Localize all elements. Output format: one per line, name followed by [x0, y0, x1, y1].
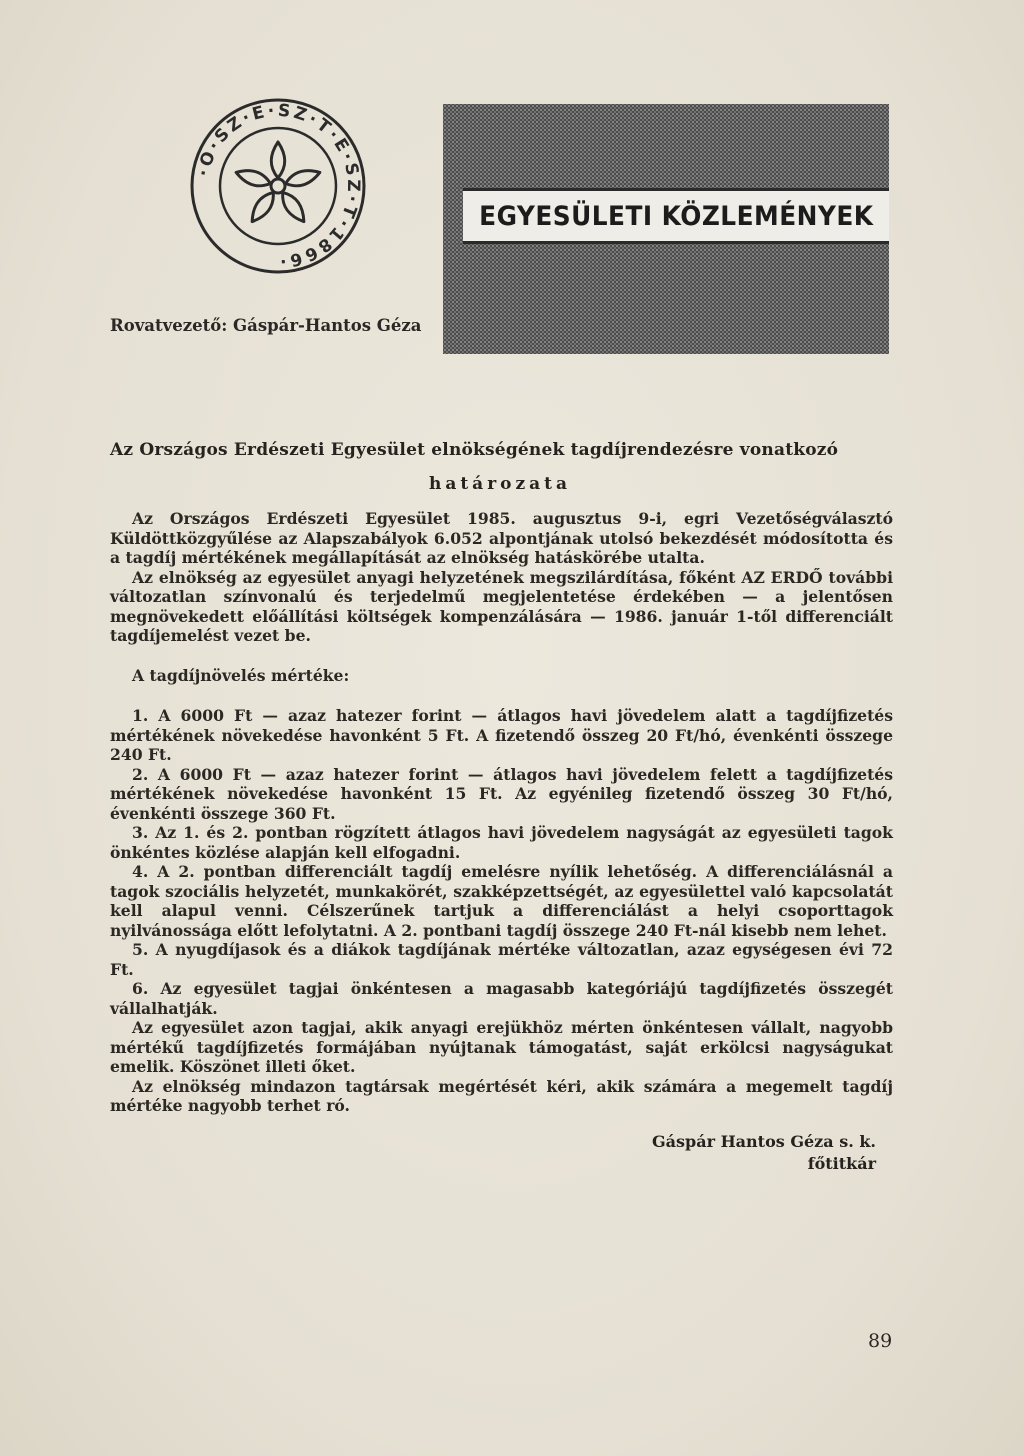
list-item: 4. A 2. pontban differenciált tagdíj emelésre nyílik lehetőség. A differenciálásnál a tagok szociális helyzetét, munkakörét, szakképzettségét, az egyesülettel való kapcsolatát kell alapul venni. Célszerűnek tartjuk a differenciálást a helyi csoporttagok nyilvánossága előtt lefolytatni. A 2. pontbani tagdíj összege 240 Ft-nál kisebb nem lehet. — [110, 862, 893, 940]
paragraph: Az Országos Erdészeti Egyesület 1985. augusztus 9-i, egri Vezetőségválasztó Küldöttközgyűlése az Alapszabályok 6.052 alpontjának utolsó bekezdését módosította és a tagdíj mértékének megállapítását az elnökség hatáskörébe utalta. — [110, 509, 893, 567]
list-item: 6. Az egyesület tagjai önkéntesen a magasabb kategóriájú tagdíjfizetés összegét vállalhatják. — [110, 979, 893, 1018]
list-item: 5. A nyugdíjasok és a diákok tagdíjának mértéke változatlan, azaz egységesen évi 72 Ft. — [110, 940, 893, 979]
list-item: 3. Az 1. és 2. pontban rögzített átlagos havi jövedelem nagyságát az egyesületi tagok önkéntes közlése alapján kell elfogadni. — [110, 823, 893, 862]
column-editor: Rovatvezető: Gáspár-Hantos Géza — [110, 316, 422, 335]
signature-block — [652, 1131, 876, 1175]
list-label: A tagdíjnövelés mértéke: — [132, 665, 350, 685]
section-banner-label-box — [463, 188, 889, 244]
article-title: Az Országos Erdészeti Egyesület elnökségének tagdíjrendezésre vonatkozó — [110, 440, 839, 460]
article-subtitle: határozata — [428, 474, 572, 494]
signature-title: főtitkár — [807, 1154, 876, 1173]
closing-paragraph: Az elnökség mindazon tagtársak megértését kéri, akik számára a megemelt tagdíj mértéke nagyobb terhet ró. — [110, 1076, 893, 1115]
signature-name: Gáspár Hantos Géza s. k. — [651, 1132, 876, 1151]
closing-paragraph: Az egyesület azon tagjai, akik anyagi erejükhöz mérten önkéntesen vállalt, nagyobb mértékű tagdíjfizetés formájában nyújtanak támogatást, saját erkölcsi nagyságukat emelik. Köszönet illeti őket. — [110, 1018, 893, 1076]
association-seal-logo — [186, 94, 370, 274]
list-item: 2. A 6000 Ft — azaz hatezer forint — átlagos havi jövedelem felett a tagdíjfizetés mértékének növekedése havonként 15 Ft. Az egyénileg fizetendő összeg 30 Ft/hó, évenkénti összege 360 Ft. — [110, 764, 893, 823]
svg-text:·O·SZ·E·SZ·T·E·SZ·T·1866·: ·O·SZ·E·SZ·T·E·SZ·T·1866· — [193, 100, 364, 272]
paragraph: Az elnökség az egyesület anyagi helyzetének megszilárdítása, főként AZ ERDŐ további változatlan színvonalú és terjedelmű megjelentetése érdekében — a jelentősen megnövekedett előállítási költségek kompenzálására — 1986. január 1-től differenciált tagdíjemelést vezet be. — [110, 567, 893, 645]
list-item: 1. A 6000 Ft — azaz hatezer forint — átlagos havi jövedelem alatt a tagdíjfizetés mértékének növekedése havonként 5 Ft. A fizetendő összeg 20 Ft/hó, évenkénti összege 240 Ft. — [110, 706, 893, 764]
page-number: 89 — [868, 1330, 893, 1352]
section-title: EGYESÜLETI KÖZLEMÉNYEK — [478, 200, 874, 232]
article-body — [110, 509, 893, 1116]
